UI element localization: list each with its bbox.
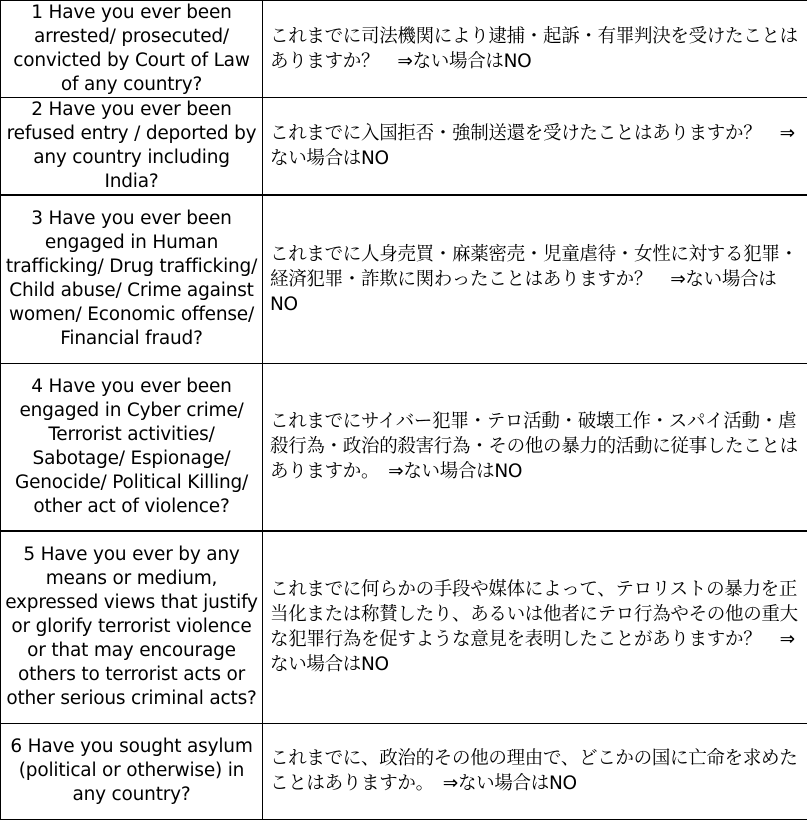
question-japanese	[263, 723, 807, 819]
question-english	[1, 195, 263, 363]
question-row-2	[1, 98, 807, 196]
question-japanese-text: これまでに何らかの手段や媒体によって、テロリストの暴力を正当化または称賛したり、あるいは他者にテロ行為やその他の重大な犯罪行為を促すような意見を表明したことがありますか？ ⇒ない場合はNO	[270, 577, 803, 677]
question-english	[1, 363, 263, 531]
question-japanese-text: これまでに、政治的その他の理由で、どこかの国に亡命を求めたことはありますか。 ⇒ない場合はNO	[270, 746, 803, 796]
question-japanese-text: これまでに入国拒否・強制送還を受けたことはありますか？ ⇒ない場合はNO	[270, 121, 803, 171]
question-japanese	[263, 531, 807, 723]
question-english-text: 2 Have you ever been refused entry / deported by any country including India?	[5, 98, 258, 194]
question-japanese-text: これまでに司法機関により逮捕・起訴・有罪判決を受けたことはありますか？ ⇒ない場合はNO	[270, 24, 803, 74]
question-japanese-text: これまでにサイバー犯罪・テロ活動・破壊工作・スパイ活動・虐殺行為・政治的殺害行為・その他の暴力的活動に従事したことはありますか。 ⇒ない場合はNO	[270, 409, 803, 484]
question-japanese	[263, 1, 807, 98]
question-row-3	[1, 195, 807, 363]
question-english-text: 3 Have you ever been engaged in Human trafficking/ Drug trafficking/ Child abuse/ Crime against women/ Economic offense/ Financial fraud?	[5, 207, 258, 351]
question-japanese-text: これまでに人身売買・麻薬密売・児童虐待・女性に対する犯罪・経済犯罪・詐欺に関わったことはありますか？ ⇒ない場合はNO	[270, 242, 803, 317]
question-row-6	[1, 723, 807, 819]
question-english-text: 5 Have you ever by any means or medium, expressed views that justify or glorify terrorist violence or that may encourage others to terrorist acts or other serious criminal acts?	[5, 543, 258, 711]
question-japanese	[263, 363, 807, 531]
question-english	[1, 1, 263, 98]
question-row-1	[1, 1, 807, 98]
question-row-5	[1, 531, 807, 723]
question-japanese	[263, 195, 807, 363]
question-english-text: 6 Have you sought asylum (political or otherwise) in any country?	[5, 735, 258, 807]
question-english	[1, 98, 263, 196]
question-english	[1, 531, 263, 723]
question-english-text: 1 Have you ever been arrested/ prosecuted/ convicted by Court of Law of any country?	[5, 1, 258, 97]
question-japanese	[263, 98, 807, 196]
question-english	[1, 723, 263, 819]
question-english-text: 4 Have you ever been engaged in Cyber crime/ Terrorist activities/ Sabotage/ Espionage/ Genocide/ Political Killing/ other act of violence?	[5, 375, 258, 519]
question-row-4	[1, 363, 807, 531]
